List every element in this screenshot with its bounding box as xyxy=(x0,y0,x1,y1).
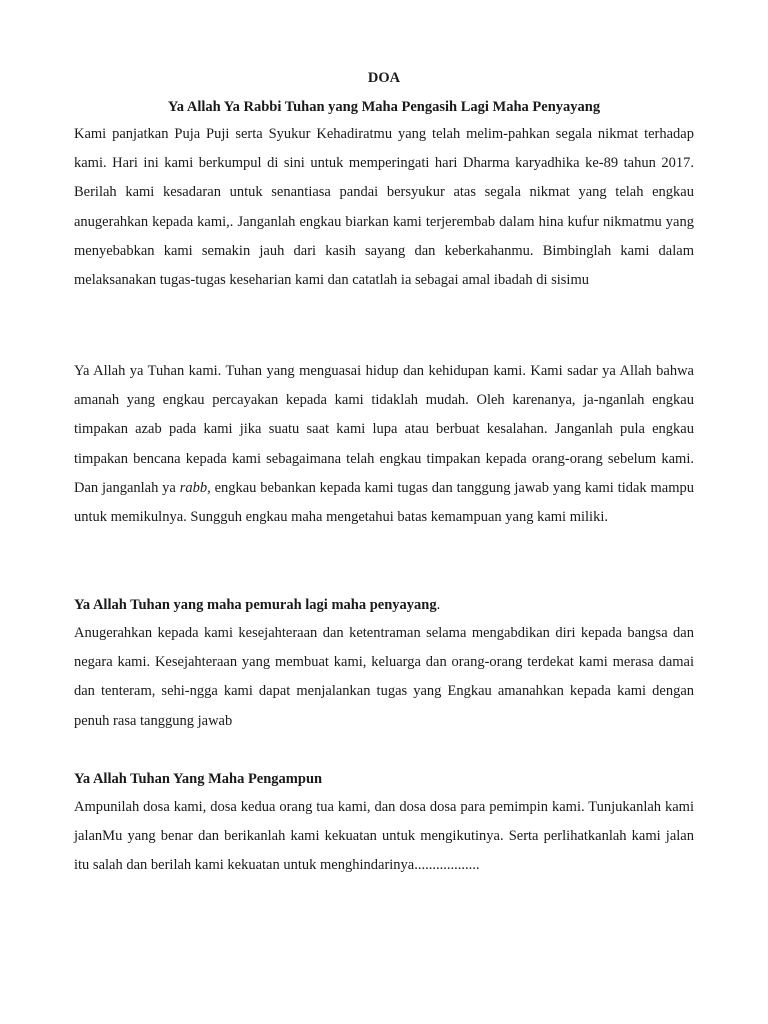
section-heading-3-text: Ya Allah Tuhan yang maha pemurah lagi maha penyayang xyxy=(74,597,437,613)
paragraph-2-text-before: Ya Allah ya Tuhan kami. Tuhan yang menguasai hidup dan kehidupan kami. Kami sadar ya Allah bahwa amanah yang engkau percayakan kepada kami tidaklah mudah. Oleh karenanya, ja-nganlah engkau timpakan azab pada kami jika suatu saat kami lupa atau berbuat kesalahan. Janganlah pula engkau timpakan bencana kepada kami sebagaimana telah engkau timpakan kepada orang-orang sebelum kami. Dan janganlah ya xyxy=(74,363,694,496)
paragraph-4: Ampunilah dosa kami, dosa kedua orang tua kami, dan dosa dosa para pemimpin kami. Tunjukanlah kami jalanMu yang benar dan berikanlah kami kekuatan untuk mengikutinya. Serta perlihatkanlah kami jalan itu salah dan berilah kami kekuatan untuk menghindarinya.................. xyxy=(74,799,694,874)
paragraph-2-text-after: engkau bebankan kepada kami tugas dan tanggung jawab yang kami tidak mampu untuk memikulnya. Sungguh engkau maha mengetahui batas kemampuan yang kami miliki. xyxy=(74,479,694,526)
section-heading-4: Ya Allah Tuhan Yang Maha Pengampun xyxy=(74,771,323,787)
paragraph-2-italic-term: rabb, xyxy=(179,479,211,496)
paragraph-1: Kami panjatkan Puja Puji serta Syukur Kehadiratmu yang telah melim-pahkan segala nikmat terhadap kami. Hari ini kami berkumpul di sini untuk memperingati hari Dharma karyadhika ke-89 tahun 2017. Berilah kami kesadaran untuk senantiasa pandai bersyukur atas segala nikmat yang telah engkau anugerahkan kepada kami,. Janganlah engkau biarkan kami terjerembab dalam hina kufur nikmatmu yang menyebabkan kami semakin jauh dari kasih sayang dan keberkahanmu. Bimbinglah kami dalam melaksanakan tugas-tugas keseharian kami dan catatlah ia sebagai amal ibadah di sisimu xyxy=(74,126,694,289)
document-title: DOA xyxy=(367,70,401,86)
document-subtitle: Ya Allah Ya Rabbi Tuhan yang Maha Pengasih Lagi Maha Penyayang xyxy=(167,99,601,115)
section-heading-3-punct: . xyxy=(436,597,441,613)
paragraph-2 xyxy=(74,357,694,532)
paragraph-3: Anugerahkan kepada kami kesejahteraan dan ketentraman selama mengabdikan diri kepada bangsa dan negara kami. Kesejahteraan yang membuat kami, keluarga dan orang-orang terdekat kami merasa damai dan tenteram, sehi-ngga kami dapat menjalankan tugas yang Engkau amanahkan kepada kami dengan penuh rasa tanggung jawab xyxy=(74,625,694,729)
section-heading-3 xyxy=(74,595,694,615)
